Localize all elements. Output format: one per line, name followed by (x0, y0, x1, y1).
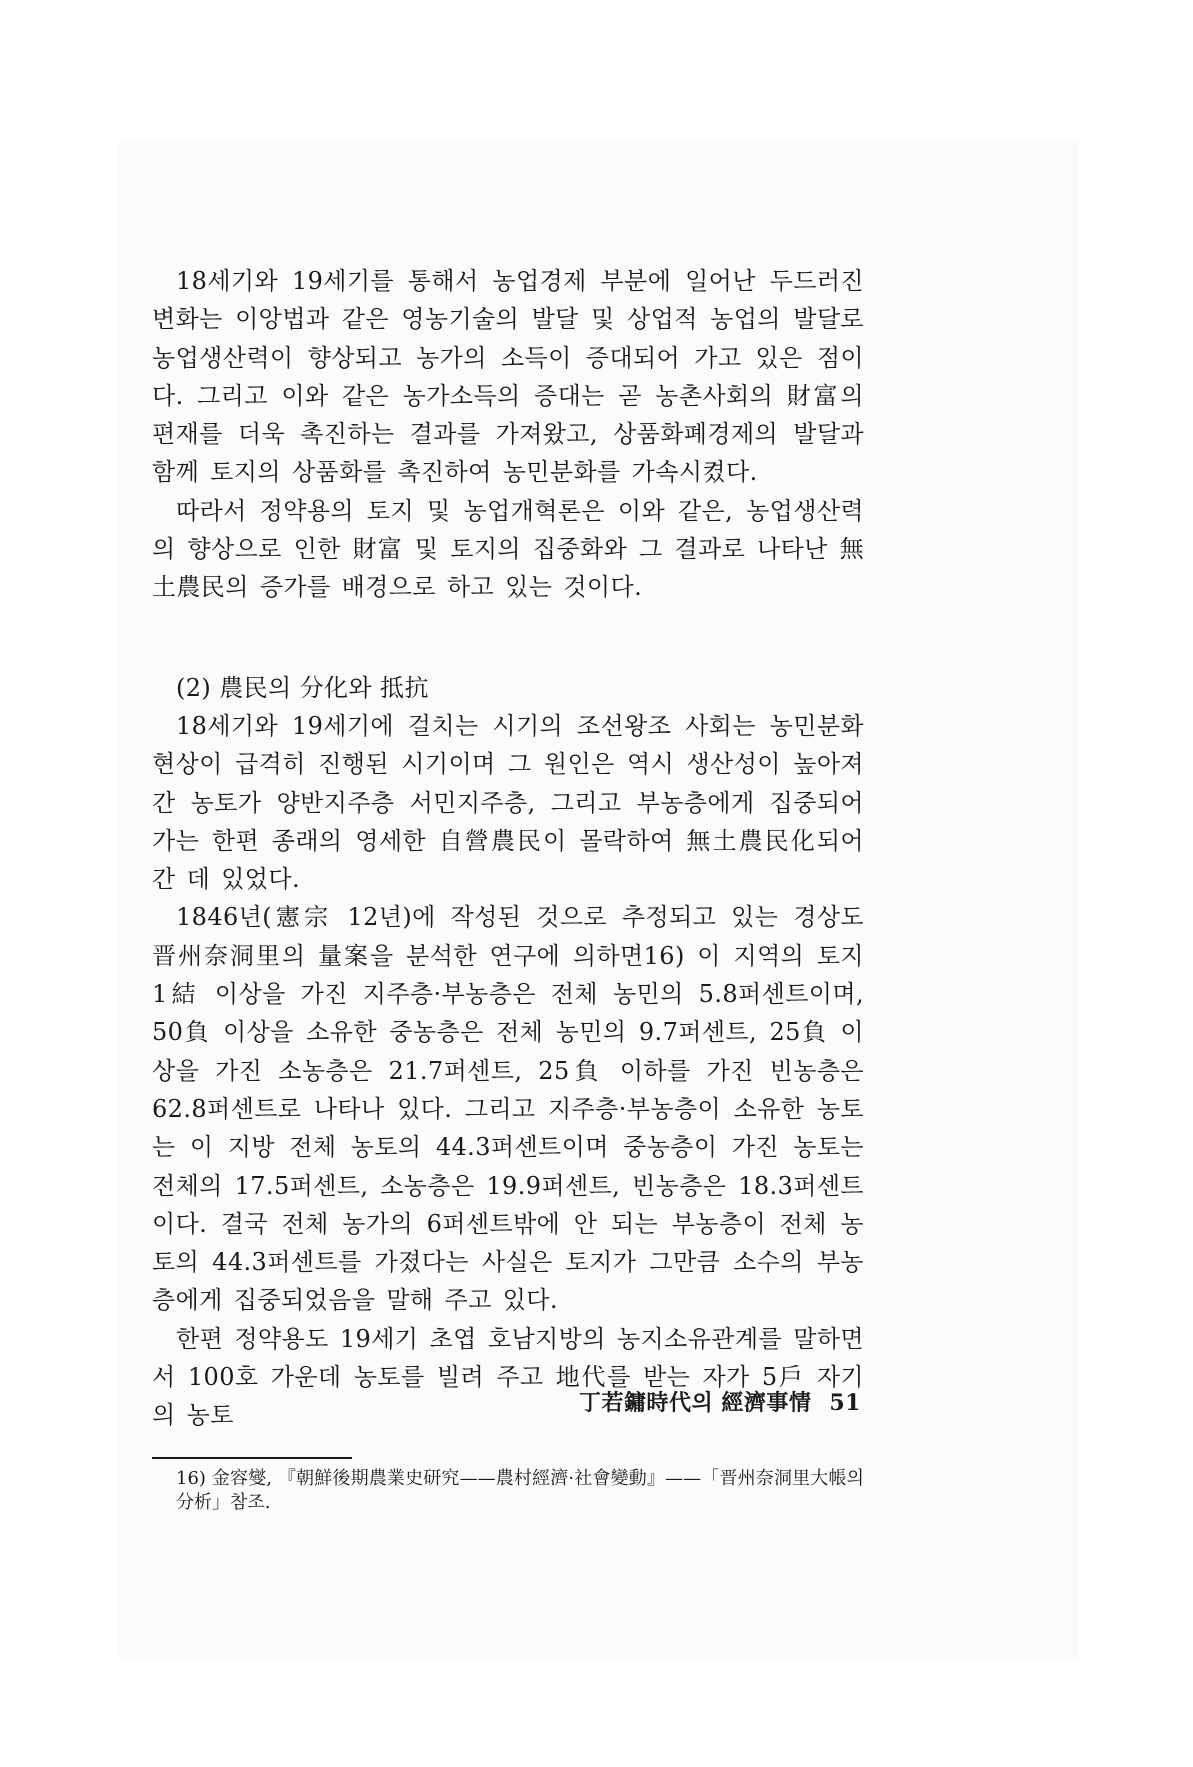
running-footer (579, 1386, 861, 1417)
running-title: 丁若鏞時代의 經濟事情 (578, 1390, 812, 1416)
section-paragraph-3: 한편 정약용도 19세기 초엽 호남지방의 농지소유관계를 말하면서 100호 가운데 농토를 빌려 주고 地代를 받는 자가 5戶 자기의 농토 (152, 1324, 864, 1430)
body-paragraph-1: 18세기와 19세기를 통해서 농업경제 부분에 일어난 두드러진 변화는 이앙법과 같은 영농기술의 발달 및 상업적 농업의 발달로 농업생산력이 향상되고 농가의 소득이 증대되어 가고 있은 점이다. 그리고 이와 같은 농가소득의 증대는 곧 농촌사회의 財富의 편재를 더욱 촉진하는 결과를 가져왔고, 상품화폐경제의 발달과 함께 토지의 상품화를 촉진하여 농민분화를 가속시켰다. (152, 267, 864, 487)
section-heading: (2) 農民의 分化와 抵抗 (176, 673, 429, 702)
footnote: 16) 金容燮, 『朝鮮後期農業史研究——農村經濟·社會變動』——「晋州奈洞里大帳의 分析」참조. (176, 1467, 864, 1513)
footnote-divider (152, 1457, 352, 1459)
section-paragraph-1: 18세기와 19세기에 걸치는 시기의 조선왕조 사회는 농민분화 현상이 급격히 진행된 시기이며 그 원인은 역시 생산성이 높아져 간 농토가 양반지주층 서민지주층, 그리고 부농층에게 집중되어 가는 한편 종래의 영세한 自營農民이 몰락하여 無土農民化되어 간 데 있었다. (152, 711, 864, 894)
page-text-block (152, 262, 864, 1515)
section-paragraph-2: 1846년(憲宗 12년)에 작성된 것으로 추정되고 있는 경상도 晋州奈洞里의 量案을 분석한 연구에 의하면16) 이 지역의 토지 1結 이상을 가진 지주층·부농층은 전체 농민의 5.8퍼센트이며, 50負 이상을 소유한 중농층은 전체 농민의 9.7퍼센트, 25負 이상을 가진 소농층은 21.7퍼센트, 25負 이하를 가진 빈농층은 62.8퍼센트로 나타나 있다. 그리고 지주층·부농층이 소유한 농토는 이 지방 전체 농토의 44.3퍼센트이며 중농층이 가진 농토는 전체의 17.5퍼센트, 소농층은 19.9퍼센트, 빈농층은 18.3퍼센트이다. 결국 전체 농가의 6퍼센트밖에 안 되는 부농층이 전체 농토의 44.3퍼센트를 가졌다는 사실은 토지가 그만큼 소수의 부농층에게 집중되었음을 말해 주고 있다. (152, 903, 864, 1315)
page-number: 51 (829, 1390, 861, 1416)
body-paragraph-2: 따라서 정약용의 토지 및 농업개혁론은 이와 같은, 농업생산력의 향상으로 인한 財富 및 토지의 집중화와 그 결과로 나타난 無土農民의 증가를 배경으로 하고 있는 것이다. (152, 496, 864, 602)
